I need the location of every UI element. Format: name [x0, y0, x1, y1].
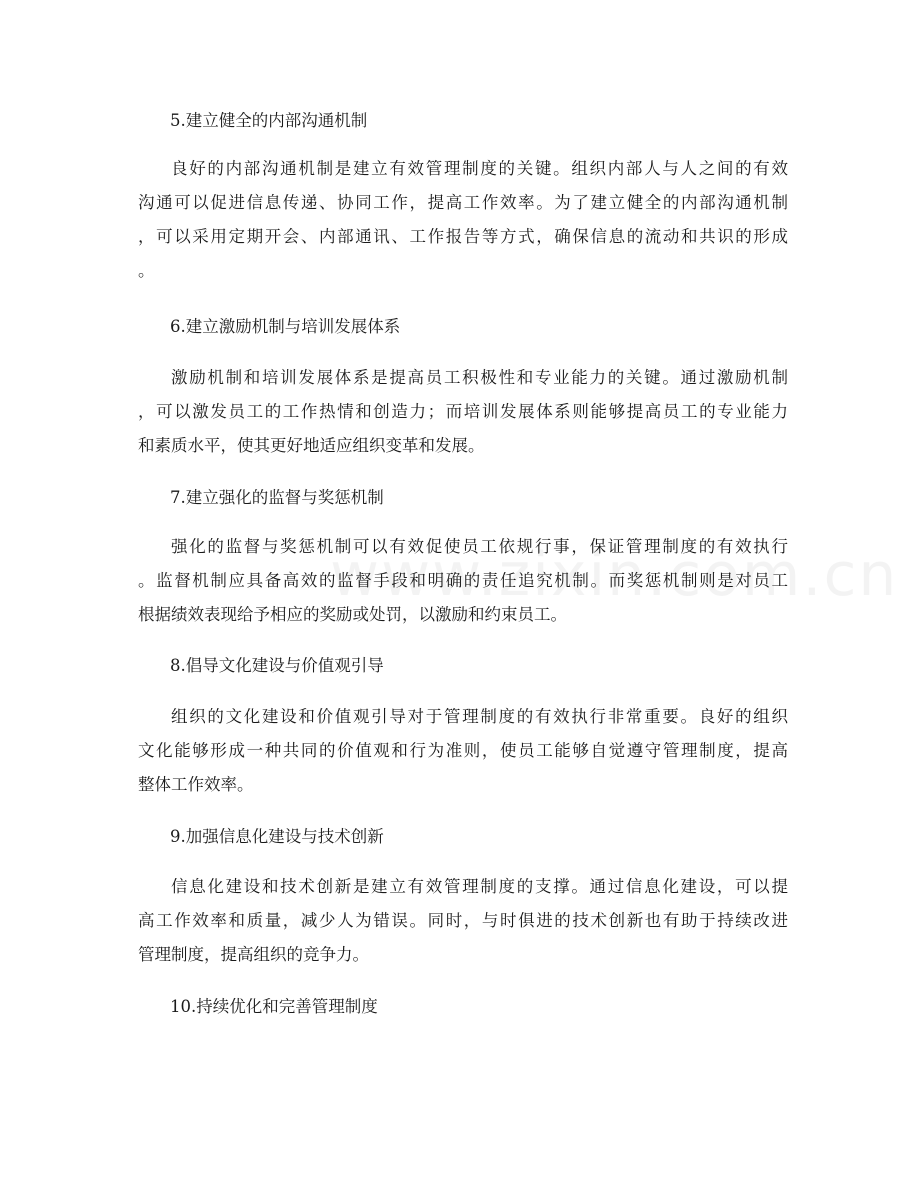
section-paragraph — [138, 530, 788, 632]
section-heading: 8.倡导文化建设与价值观引导 — [170, 656, 384, 675]
paragraph-line: ，可以采用定期开会、内部通讯、工作报告等方式，确保信息的流动和共识的形成 — [138, 227, 788, 246]
section-paragraph — [138, 152, 788, 288]
paragraph-line: 组织的文化建设和价值观引导对于管理制度的有效执行非常重要。良好的组织 — [171, 707, 788, 726]
paragraph-line: 激励机制和培训发展体系是提高员工积极性和专业能力的关键。通过激励机制 — [171, 368, 788, 387]
section-heading: 7.建立强化的监督与奖惩机制 — [170, 488, 384, 507]
section-paragraph — [138, 361, 788, 463]
paragraph-line: 高工作效率和质量，减少人为错误。同时，与时俱进的技术创新也有助于持续改进 — [138, 911, 788, 930]
paragraph-line: 。监督机制应具备高效的监督手段和明确的责任追究机制。而奖惩机制则是对员工 — [138, 571, 788, 590]
paragraph-line: 良好的内部沟通机制是建立有效管理制度的关键。组织内部人与人之间的有效 — [171, 159, 788, 178]
paragraph-line: 信息化建设和技术创新是建立有效管理制度的支撑。通过信息化建设，可以提 — [171, 877, 788, 896]
paragraph-line: 管理制度，提高组织的竞争力。 — [138, 945, 369, 964]
section-heading: 10.持续优化和完善管理制度 — [170, 997, 378, 1016]
section-heading: 5.建立健全的内部沟通机制 — [170, 111, 368, 130]
paragraph-line: 沟通可以促进信息传递、协同工作，提高工作效率。为了建立健全的内部沟通机制 — [138, 193, 788, 212]
paragraph-line: 和素质水平，使其更好地适应组织变革和发展。 — [138, 436, 485, 455]
paragraph-line: 。 — [138, 261, 155, 280]
paragraph-line: 文化能够形成一种共同的价值观和行为准则，使员工能够自觉遵守管理制度，提高 — [138, 741, 788, 760]
section-heading: 9.加强信息化建设与技术创新 — [170, 827, 384, 846]
paragraph-line: ，可以激发员工的工作热情和创造力；而培训发展体系则能够提高员工的专业能力 — [138, 402, 788, 421]
paragraph-line: 整体工作效率。 — [138, 775, 254, 794]
section-heading: 6.建立激励机制与培训发展体系 — [170, 317, 401, 336]
section-paragraph — [138, 700, 788, 802]
section-paragraph — [138, 870, 788, 972]
paragraph-line: 强化的监督与奖惩机制可以有效促使员工依规行事，保证管理制度的有效执行 — [171, 537, 788, 556]
paragraph-line: 根据绩效表现给予相应的奖励或处罚，以激励和约束员工。 — [138, 605, 567, 624]
